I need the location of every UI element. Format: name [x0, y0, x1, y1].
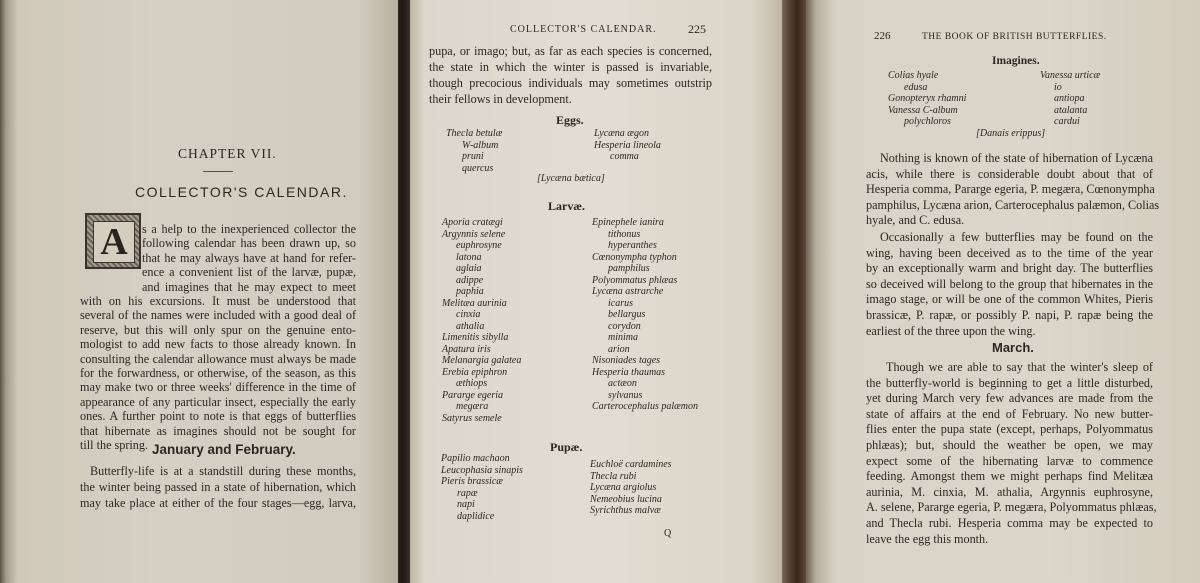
pupae-heading: Pupæ. — [550, 440, 583, 454]
text-line: and Thecla rubi. Hesperia comma may be expected to — [866, 516, 1153, 530]
species-name: Lycæna argiolus — [590, 482, 657, 494]
text-line: Nothing is known of the state of hibernation of Lycæna — [880, 151, 1153, 165]
text-line: mologist to add new facts to those already known. In — [80, 337, 356, 352]
text-line: wing, having been deceived as to the time of the year — [866, 245, 1153, 260]
species-name: Epinephele ianira — [592, 217, 664, 228]
species-name: Argynnis selene — [442, 228, 506, 240]
species-name: Leucophasia sinapis — [441, 464, 523, 476]
species-name: Syrichthus malvæ — [590, 505, 661, 517]
text-line: their fellows in development. — [429, 92, 572, 106]
imagines-heading: Imagines. — [992, 55, 1040, 67]
march-heading: March. — [992, 340, 1034, 355]
species-name: io — [1054, 81, 1062, 93]
species-name: bellargus — [608, 309, 646, 320]
species-name: rapæ — [457, 487, 478, 499]
species-name: aglaia — [456, 263, 482, 274]
species-name: daplidice — [457, 511, 495, 522]
text-line: feeding. Amongst them we might perhaps find Melitæa — [866, 469, 1153, 484]
text-line: the winter being passed in a state of hibernation, which — [80, 480, 356, 494]
species-name: edusa — [904, 81, 928, 93]
species-name: cardui — [1054, 116, 1080, 127]
larvae-heading: Larvæ. — [548, 199, 585, 213]
text-line: acis, while there is considerable doubt about that of — [866, 166, 1153, 181]
species-name: Nisoniades tages — [592, 355, 661, 366]
text-line: the state in which the winter is passed is invariable, — [429, 60, 712, 74]
species-name: antiopa — [1054, 93, 1085, 104]
text-line: phlæas); but, should the weather be open, we may — [866, 438, 1153, 452]
text-line: ence a convenient list of the larvæ, pupæ, — [142, 265, 356, 280]
text-line: earliest of the three upon the wing. — [866, 323, 1036, 338]
left-page — [0, 0, 398, 583]
species-name: Thecla rubi — [590, 470, 637, 482]
text-line: till the spring. — [80, 438, 149, 452]
species-name: Limenitis sibylla — [442, 332, 509, 343]
page-number: 225 — [688, 22, 706, 36]
dropcap-letter: A — [100, 221, 128, 263]
text-line: s a help to the inexperienced collector the — [142, 222, 356, 236]
eggs-bracketed-note: [Lycæna bætica] — [537, 173, 605, 184]
chapter-title: COLLECTOR'S CALENDAR. — [135, 184, 348, 200]
species-name: corydon — [608, 320, 641, 332]
text-line: reserve, but this will only spur on the genuine ento- — [80, 322, 356, 337]
species-name: adippe — [456, 274, 484, 286]
text-line: consulting the calendar allowance must always be made — [80, 351, 356, 366]
text-line: the butterfly-world is beginning to get a little disturbed, — [866, 375, 1153, 390]
species-name: paphia — [456, 286, 484, 297]
initial-inner — [93, 221, 135, 263]
species-name: Gonopteryx rhamni — [888, 93, 967, 104]
text-line: brassicæ, P. rapæ, or possibly P. napi, P. rapæ being the — [866, 308, 1153, 322]
species-name: Vanessa C-album — [888, 104, 958, 116]
text-line: may take place at either of the four stages—egg, larva, — [80, 496, 356, 510]
species-name: quercus — [462, 162, 494, 174]
species-name: Nemeobius lucina — [590, 493, 662, 505]
species-name: sylvanus — [608, 389, 643, 401]
species-name: megæra — [456, 401, 489, 412]
species-name: Melanargia galatea — [442, 355, 522, 366]
text-line: Occasionally a few butterflies may be found on the — [880, 230, 1153, 244]
text-line: that he may always have at hand for refer- — [142, 250, 356, 265]
species-name: Aporia cratægi — [442, 217, 503, 228]
species-name: Lycæna ægon — [594, 128, 649, 139]
text-line: Butterfly-life is at a standstill during these months, — [90, 464, 356, 478]
text-line: state of affairs at the end of February. No new butter- — [866, 406, 1153, 421]
text-line: aurinia, M. cinxia, M. athalia, Argynnis euphrosyne, — [866, 484, 1153, 499]
eggs-heading: Eggs. — [556, 113, 584, 127]
species-name: Carterocephalus palæmon — [592, 401, 699, 412]
species-name: napi — [457, 499, 475, 511]
species-name: minima — [608, 332, 638, 343]
species-name: Melitæa aurinia — [442, 297, 507, 309]
text-line: by an exceptionally warm and bright day. The butterflies — [866, 261, 1153, 276]
text-line: yet during March very few advances are made from the — [866, 391, 1153, 406]
species-name: comma — [610, 151, 639, 163]
species-name: cinxia — [456, 309, 481, 320]
page-number: 226 — [874, 30, 891, 42]
species-name: W-album — [462, 139, 499, 151]
species-name: Apatura iris — [442, 343, 491, 355]
species-name: Vanessa urticæ — [1040, 70, 1101, 81]
species-name: atalanta — [1054, 104, 1088, 116]
species-name: Euchloë cardamines — [590, 459, 672, 470]
text-line: with on his excursions. It must be understood that — [80, 294, 356, 308]
text-line: A. selene, Pararge egeria, P. megæra, Polyommatus phlæas, — [866, 500, 1157, 515]
species-name: tithonus — [608, 228, 641, 240]
species-name: Papilio machaon — [441, 453, 510, 464]
right-page — [806, 0, 1200, 583]
species-name: latona — [456, 251, 482, 263]
species-name: Pararge egeria — [442, 389, 504, 401]
text-line: flies enter the pupa state (except, perhaps, Polyommatus — [866, 422, 1153, 437]
text-line: and imagines that he may expect to meet — [142, 279, 356, 294]
chapter-rule — [203, 171, 233, 172]
species-name: Satyrus semele — [442, 412, 502, 424]
text-line: pupa, or imago; but, as far as each species is concerned, — [429, 44, 712, 58]
text-line: leave the egg this month. — [866, 531, 989, 546]
middle-page — [410, 0, 782, 583]
text-line: though precocious individuals may sometimes outstrip — [429, 76, 712, 90]
species-name: actæon — [608, 378, 637, 389]
species-name: hyperanthes — [608, 240, 657, 251]
text-line: ones. A further point to note is that eggs of butterflies — [80, 409, 356, 424]
species-name: Polyommatus phlæas — [592, 274, 678, 286]
text-line: appearance of any particular insect, especially the early — [80, 394, 356, 409]
species-name: Hesperia lineola — [594, 139, 661, 151]
species-name: Pieris brassicæ — [441, 476, 503, 488]
imagines-bracketed-note: [Danais erippus] — [976, 128, 1046, 139]
text-line: may make two or three weeks' difference in the time of — [80, 380, 356, 395]
species-name: Thecla betulæ — [446, 128, 503, 139]
text-line: expect some of the hibernating larvæ to commence — [866, 453, 1153, 468]
species-name: Erebia epiphron — [442, 366, 508, 378]
text-line: hyale, and C. edusa. — [866, 213, 965, 228]
text-line: Though we are able to say that the winter's sleep of — [886, 360, 1153, 374]
text-line: imago stage, or will be one of the common Whites, Pieris — [866, 292, 1153, 307]
text-line: so deceived will belong to the group that hibernates in the — [866, 276, 1153, 291]
signature-mark: Q — [664, 528, 672, 539]
species-name: æthiops — [456, 378, 488, 389]
species-name: arion — [608, 343, 630, 355]
species-name: athalia — [456, 320, 485, 332]
species-name: icarus — [608, 297, 633, 309]
text-line: Hesperia comma, Pararge egeria, P. megæra, Cœnonympha — [866, 182, 1155, 197]
species-name: Colias hyale — [888, 70, 939, 81]
species-name: pamphilus — [608, 263, 650, 274]
running-head: COLLECTOR'S CALENDAR. — [510, 24, 657, 35]
text-line: pamphilus, Lycæna arion, Carterocephalus palæmon, Colias — [866, 197, 1160, 212]
text-line: for the forwardness, or otherwise, of the season, as this — [80, 366, 356, 380]
text-line: several of the names were included with a good deal of — [80, 308, 356, 323]
species-name: Lycæna astrarche — [592, 286, 664, 297]
species-name: euphrosyne — [456, 240, 502, 251]
species-name: polychloros — [904, 116, 951, 127]
text-line: following calendar has been drawn up, so — [142, 236, 356, 251]
species-name: Hesperia thaumas — [592, 366, 666, 378]
species-name: Cœnonympha typhon — [592, 251, 677, 263]
text-line: that hibernate as imagines should not be sought for — [80, 423, 356, 438]
section-heading-jan-feb: January and February. — [152, 442, 296, 457]
chapter-number: CHAPTER VII. — [178, 146, 277, 161]
running-head: THE BOOK OF BRITISH BUTTERFLIES. — [922, 32, 1107, 42]
species-name: pruni — [462, 151, 484, 163]
decorative-initial — [85, 213, 141, 269]
